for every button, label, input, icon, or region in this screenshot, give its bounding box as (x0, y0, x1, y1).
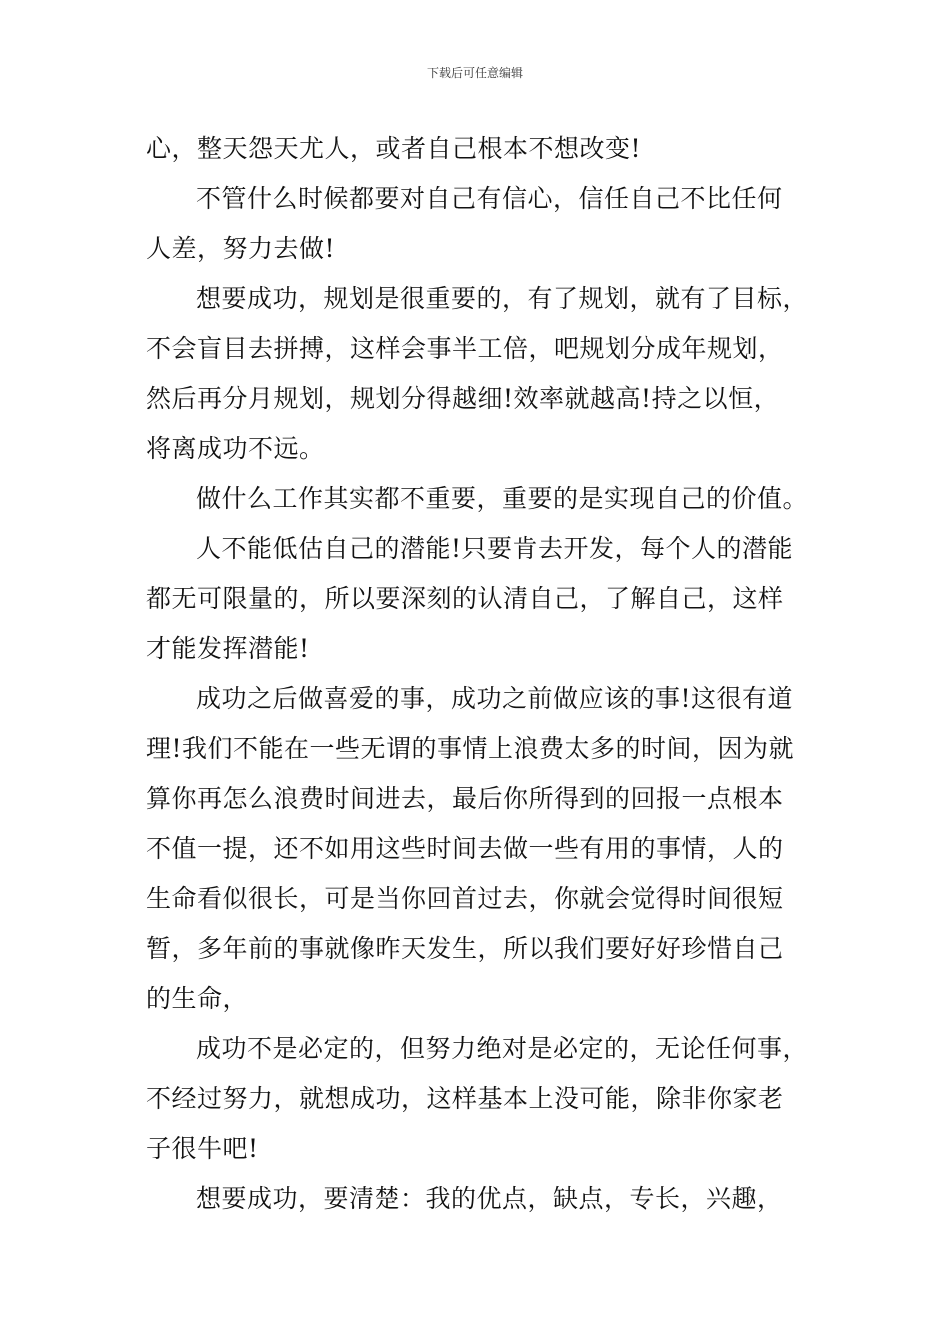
text-line: 生命看似很长，可是当你回首过去，你就会觉得时间很短 (146, 884, 784, 913)
text-line: 不经过努力，就想成功，这样基本上没可能，除非你家老 (146, 1084, 784, 1113)
document-body (146, 124, 836, 1224)
text-line: 不会盲目去拼搏，这样会事半工倍，吧规划分成年规划， (146, 334, 784, 363)
paragraph-start-line: 不管什么时候都要对自己有信心，信任自己不比任何 (196, 184, 783, 213)
paragraph-start-line: 想要成功，要清楚：我的优点，缺点，专长，兴趣， (196, 1184, 783, 1213)
text-line: 算你再怎么浪费时间进去，最后你所得到的回报一点根本 (146, 784, 784, 813)
text-line: 暂，多年前的事就像昨天发生，所以我们要好好珍惜自己 (146, 934, 784, 963)
paragraph-start-line: 成功之后做喜爱的事，成功之前做应该的事!这很有道 (196, 684, 794, 713)
page-header: 下载后可任意编辑 (426, 66, 523, 80)
paragraph-start-line: 成功不是必定的，但努力绝对是必定的，无论任何事， (196, 1034, 809, 1063)
paragraph-start-line: 人不能低估自己的潜能!只要肯去开发，每个人的潜能 (196, 534, 794, 563)
paragraph-start-line: 做什么工作其实都不重要，重要的是实现自己的价值。 (196, 484, 809, 513)
text-line: 人差，努力去做! (146, 234, 336, 263)
text-line: 的生命， (146, 984, 249, 1013)
text-line: 理!我们不能在一些无谓的事情上浪费太多的时间，因为就 (146, 734, 795, 763)
text-line: 子很牛吧! (146, 1134, 259, 1163)
text-line: 心，整天怨天尤人，或者自己根本不想改变! (146, 134, 642, 163)
paragraph-start-line: 想要成功，规划是很重要的，有了规划，就有了目标， (196, 284, 809, 313)
text-line: 不值一提，还不如用这些时间去做一些有用的事情，人的 (146, 834, 784, 863)
text-line: 才能发挥潜能! (146, 634, 310, 663)
text-line: 将离成功不远。 (146, 434, 325, 463)
text-line: 都无可限量的，所以要深刻的认清自己，了解自己，这样 (146, 584, 784, 613)
text-line: 然后再分月规划，规划分得越细!效率就越高!持之以恒， (146, 384, 780, 413)
